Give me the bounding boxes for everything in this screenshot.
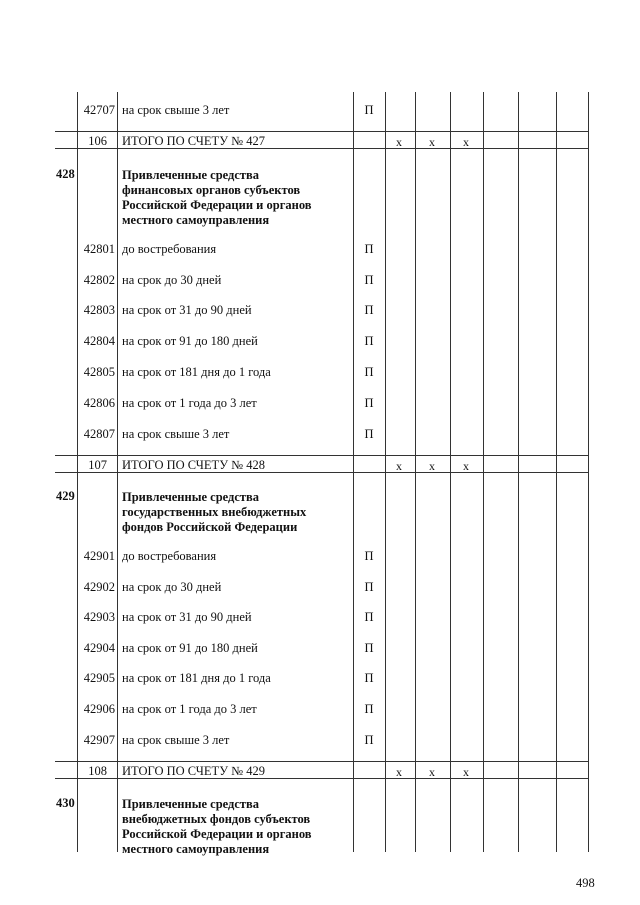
section-number: 428 [56,167,75,181]
account-type: П [364,396,374,410]
section-title-line: государственных внебюджетных [122,505,307,519]
account-name: на срок от 181 дня до 1 года [122,671,271,685]
row-divider [55,761,588,762]
account-name: на срок от 91 до 180 дней [122,334,258,348]
account-number: 42803 [83,303,115,317]
account-name: на срок свыше 3 лет [122,733,230,747]
total-mark: х [429,459,435,473]
account-name: до востребования [122,549,217,563]
account-name: на срок от 1 года до 3 лет [122,396,257,410]
section-title-line: финансовых органов субъектов [122,183,301,197]
total-mark: х [396,459,402,473]
section-number: 430 [56,796,75,810]
section-title-line: внебюджетных фондов субъектов [122,812,311,826]
col-divider [588,92,589,852]
total-code: 106 [88,134,107,148]
total-mark: х [429,135,435,149]
account-number: 42802 [83,273,115,287]
row-divider [55,778,588,779]
account-type: П [364,733,374,747]
row-divider [55,148,588,149]
section-title-line: Российской Федерации и органов [122,827,312,841]
total-mark: х [429,765,435,779]
account-type: П [364,103,374,117]
account-name: на срок до 30 дней [122,273,222,287]
account-number: 42806 [83,396,115,410]
total-mark: х [463,765,469,779]
section-title-line: Привлеченные средства [122,168,260,182]
account-type: П [364,702,374,716]
total-mark: х [396,135,402,149]
account-number: 42901 [83,549,115,563]
total-code: 108 [88,764,107,778]
total-code: 107 [88,458,107,472]
section-title-line: Привлеченные средства [122,490,260,504]
account-name: на срок свыше 3 лет [122,427,230,441]
total-mark: х [463,459,469,473]
total-label: ИТОГО ПО СЧЕТУ № 428 [122,458,265,472]
total-mark: х [396,765,402,779]
account-name: на срок от 31 до 90 дней [122,610,252,624]
account-number: 42904 [83,641,115,655]
row-divider [55,131,588,132]
account-number: 42804 [83,334,115,348]
total-label: ИТОГО ПО СЧЕТУ № 427 [122,134,265,148]
section-title-line: фондов Российской Федерации [122,520,298,534]
section-title-line: Российской Федерации и органов [122,198,312,212]
account-name: на срок от 181 дня до 1 года [122,365,271,379]
account-type: П [364,641,374,655]
account-number: 42807 [83,427,115,441]
account-type: П [364,671,374,685]
account-type: П [364,334,374,348]
row-divider [55,455,588,456]
section-title-line: Привлеченные средства [122,797,260,811]
account-number: 42801 [83,242,115,256]
account-name: на срок от 31 до 90 дней [122,303,252,317]
total-label: ИТОГО ПО СЧЕТУ № 429 [122,764,265,778]
account-type: П [364,610,374,624]
account-number: 42805 [83,365,115,379]
section-number: 429 [56,489,75,503]
account-number: 42905 [83,671,115,685]
row-divider [55,472,588,473]
account-type: П [364,365,374,379]
account-number: 42907 [83,733,115,747]
account-type: П [364,303,374,317]
total-mark: х [463,135,469,149]
account-name: до востребования [122,242,217,256]
section-title-line: местного самоуправления [122,842,270,856]
account-type: П [364,242,374,256]
account-type: П [364,580,374,594]
page-number: 498 [576,876,595,890]
account-number: 42903 [83,610,115,624]
section-title-line: местного самоуправления [122,213,270,227]
account-type: П [364,549,374,563]
account-number: 42902 [83,580,115,594]
account-type: П [364,273,374,287]
account-type: П [364,427,374,441]
account-number: 42906 [83,702,115,716]
account-number: 42707 [83,103,115,117]
account-name: на срок от 91 до 180 дней [122,641,258,655]
account-name: на срок до 30 дней [122,580,222,594]
account-name: на срок свыше 3 лет [122,103,230,117]
account-name: на срок от 1 года до 3 лет [122,702,257,716]
